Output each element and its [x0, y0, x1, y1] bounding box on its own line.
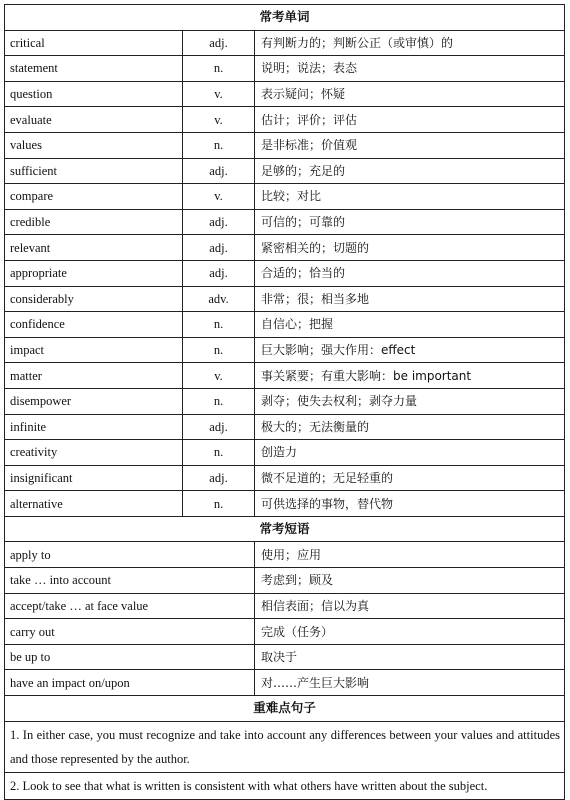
vocab-row [5, 56, 565, 82]
phrase-text: accept/take … at face value [5, 593, 255, 619]
vocab-word: compare [5, 184, 183, 210]
vocab-row [5, 312, 565, 338]
vocab-part-of-speech: v. [183, 107, 255, 133]
vocab-word: disempower [5, 388, 183, 414]
vocab-part-of-speech: n. [183, 388, 255, 414]
vocab-part-of-speech: n. [183, 440, 255, 466]
vocab-word: statement [5, 56, 183, 82]
vocab-meaning: 表示疑问；怀疑 [255, 81, 565, 107]
phrase-row [5, 619, 565, 645]
vocab-part-of-speech: v. [183, 184, 255, 210]
vocab-word: alternative [5, 491, 183, 517]
vocab-row [5, 363, 565, 389]
phrase-row [5, 593, 565, 619]
vocab-row [5, 260, 565, 286]
vocab-row [5, 491, 565, 517]
vocab-section-title: 常考单词 [5, 5, 565, 31]
phrase-text: have an impact on/upon [5, 670, 255, 696]
phrase-text: apply to [5, 542, 255, 568]
phrase-row [5, 568, 565, 594]
vocab-part-of-speech: adj. [183, 465, 255, 491]
phrase-meaning: 使用；应用 [255, 542, 565, 568]
vocab-word: evaluate [5, 107, 183, 133]
phrase-meaning: 取决于 [255, 644, 565, 670]
phrase-meaning: 相信表面；信以为真 [255, 593, 565, 619]
vocab-row [5, 235, 565, 261]
vocab-word: considerably [5, 286, 183, 312]
vocab-part-of-speech: adj. [183, 209, 255, 235]
vocab-word: impact [5, 337, 183, 363]
study-sheet [4, 4, 565, 800]
phrase-row [5, 670, 565, 696]
vocab-part-of-speech: adj. [183, 260, 255, 286]
vocab-meaning: 有判断力的；判断公正（或审慎）的 [255, 30, 565, 56]
vocab-row [5, 337, 565, 363]
vocab-meaning: 非常；很；相当多地 [255, 286, 565, 312]
vocab-section-header-row [5, 5, 565, 31]
vocab-meaning: 事关紧要；有重大影响：be important [255, 363, 565, 389]
vocab-meaning: 说明；说法；表态 [255, 56, 565, 82]
phrase-meaning: 考虑到；顾及 [255, 568, 565, 594]
sentence-row [5, 772, 565, 799]
vocab-row [5, 184, 565, 210]
vocab-word: sufficient [5, 158, 183, 184]
sentence-row [5, 721, 565, 772]
vocab-word: question [5, 81, 183, 107]
vocab-part-of-speech: v. [183, 363, 255, 389]
vocab-word: infinite [5, 414, 183, 440]
vocab-meaning: 剥夺；使失去权利；剥夺力量 [255, 388, 565, 414]
vocab-part-of-speech: n. [183, 56, 255, 82]
vocab-row [5, 158, 565, 184]
vocab-meaning: 自信心；把握 [255, 312, 565, 338]
key-sentence: 2. Look to see that what is written is consistent with what others have written about the subject. [5, 772, 565, 799]
vocab-part-of-speech: n. [183, 132, 255, 158]
vocab-part-of-speech: n. [183, 491, 255, 517]
vocab-row [5, 414, 565, 440]
vocab-meaning: 巨大影响；强大作用：effect [255, 337, 565, 363]
key-sentence: 1. In either case, you must recognize and take into account any differences between your values and attitudes and those represented by the author. [5, 721, 565, 772]
vocab-row [5, 81, 565, 107]
sentence-section-header-row [5, 696, 565, 722]
vocab-meaning: 可供选择的事物，替代物 [255, 491, 565, 517]
vocab-row [5, 209, 565, 235]
vocab-meaning: 微不足道的；无足轻重的 [255, 465, 565, 491]
vocab-word: relevant [5, 235, 183, 261]
vocab-word: critical [5, 30, 183, 56]
vocab-word: appropriate [5, 260, 183, 286]
vocab-meaning: 合适的；恰当的 [255, 260, 565, 286]
vocab-part-of-speech: adj. [183, 235, 255, 261]
phrase-text: carry out [5, 619, 255, 645]
vocab-row [5, 132, 565, 158]
vocab-meaning: 可信的；可靠的 [255, 209, 565, 235]
vocab-meaning: 是非标准；价值观 [255, 132, 565, 158]
vocab-meaning: 极大的；无法衡量的 [255, 414, 565, 440]
sentence-section-title: 重难点句子 [5, 696, 565, 722]
vocab-meaning: 创造力 [255, 440, 565, 466]
vocab-meaning: 比较；对比 [255, 184, 565, 210]
phrase-text: be up to [5, 644, 255, 670]
phrase-section-title: 常考短语 [5, 516, 565, 542]
vocab-word: values [5, 132, 183, 158]
vocab-word: creativity [5, 440, 183, 466]
vocab-part-of-speech: adj. [183, 158, 255, 184]
vocab-part-of-speech: n. [183, 337, 255, 363]
vocab-meaning: 紧密相关的；切题的 [255, 235, 565, 261]
phrase-section-header-row [5, 516, 565, 542]
vocab-meaning: 足够的；充足的 [255, 158, 565, 184]
vocabulary-table-body [5, 5, 565, 800]
vocab-word: matter [5, 363, 183, 389]
vocab-word: confidence [5, 312, 183, 338]
phrase-row [5, 542, 565, 568]
vocab-row [5, 107, 565, 133]
vocab-row [5, 465, 565, 491]
vocab-part-of-speech: adj. [183, 30, 255, 56]
vocab-row [5, 30, 565, 56]
vocabulary-table [4, 4, 565, 800]
phrase-text: take … into account [5, 568, 255, 594]
phrase-meaning: 完成（任务） [255, 619, 565, 645]
vocab-row [5, 388, 565, 414]
vocab-meaning: 估计；评价；评估 [255, 107, 565, 133]
phrase-meaning: 对……产生巨大影响 [255, 670, 565, 696]
vocab-part-of-speech: v. [183, 81, 255, 107]
vocab-row [5, 440, 565, 466]
vocab-part-of-speech: adv. [183, 286, 255, 312]
vocab-row [5, 286, 565, 312]
vocab-part-of-speech: n. [183, 312, 255, 338]
vocab-word: credible [5, 209, 183, 235]
phrase-row [5, 644, 565, 670]
vocab-part-of-speech: adj. [183, 414, 255, 440]
vocab-word: insignificant [5, 465, 183, 491]
